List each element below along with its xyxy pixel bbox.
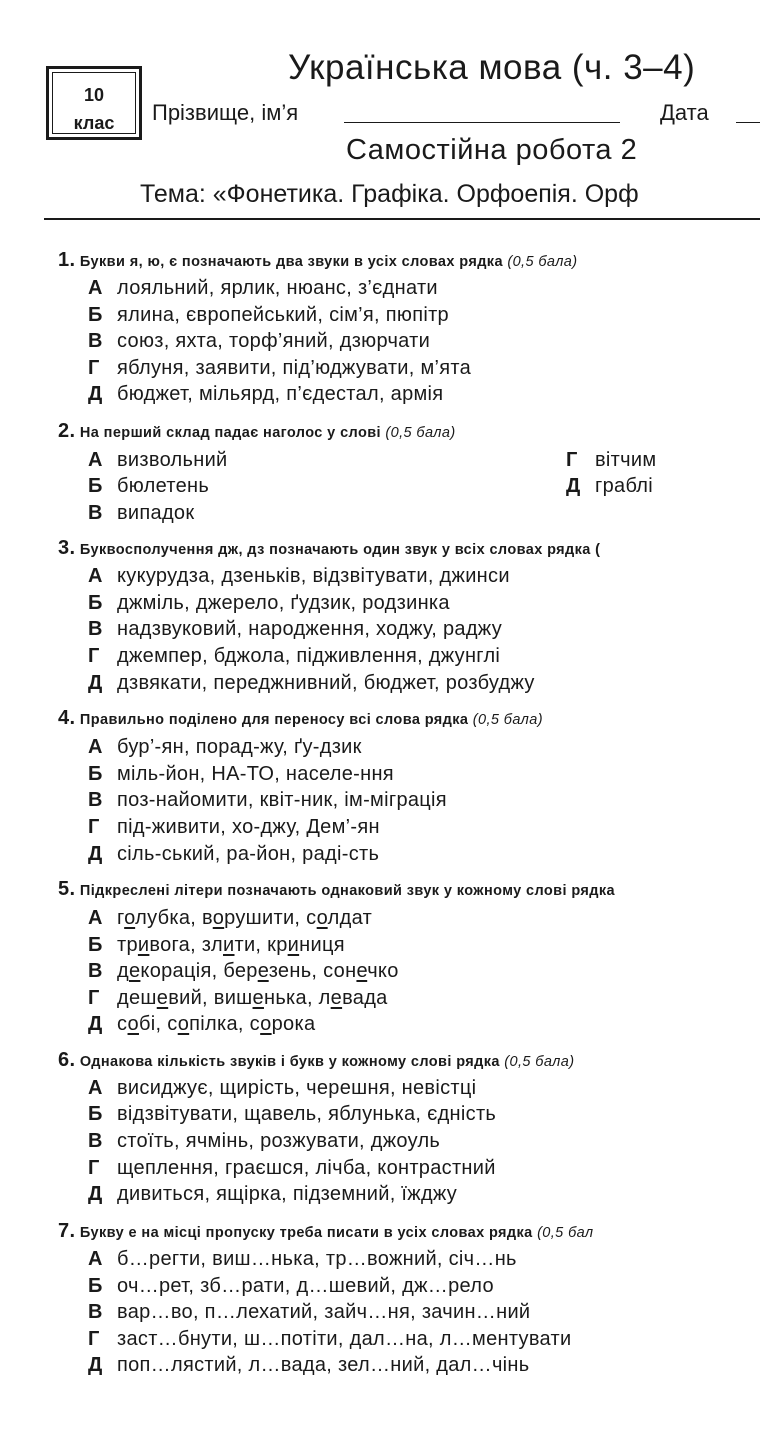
answer-option[interactable] bbox=[88, 1354, 529, 1377]
option-text: надзвуковий, народження, ходжу, раджу bbox=[117, 618, 503, 640]
word-part: вий, bbox=[168, 987, 214, 1009]
question-emphasis: е bbox=[128, 1225, 137, 1241]
word-part: лубка, bbox=[135, 907, 203, 929]
option-text: визвольний bbox=[117, 449, 228, 471]
question-number: 4. bbox=[58, 707, 76, 729]
answer-option[interactable] bbox=[88, 960, 399, 983]
page-title: Українська мова (ч. 3–4) bbox=[288, 48, 696, 87]
option-letter: Б bbox=[88, 1103, 103, 1125]
option-letter: Д bbox=[88, 1354, 103, 1376]
option-letter: Г bbox=[88, 816, 100, 838]
option-letter: В bbox=[88, 1130, 103, 1152]
option-text: висиджує, щирість, черешня, невістці bbox=[117, 1077, 477, 1099]
question-text: На перший склад падає наголос у слові bbox=[79, 425, 386, 441]
option-text: бюджет, мільярд, п’єдестал, армія bbox=[117, 383, 444, 405]
word-part: ниця bbox=[299, 934, 345, 956]
option-letter: Д bbox=[566, 475, 581, 497]
option-letter: В bbox=[88, 330, 103, 352]
option-text: ялина, європейський, сім’я, пюпітр bbox=[117, 304, 449, 326]
word-part: ти, bbox=[234, 934, 268, 956]
word-part: корація, bbox=[140, 960, 224, 982]
word-part: тр bbox=[117, 934, 138, 956]
option-letter: В bbox=[88, 789, 103, 811]
answer-option[interactable] bbox=[88, 502, 194, 525]
question-text: Букви bbox=[79, 254, 130, 270]
answer-option[interactable] bbox=[88, 592, 450, 615]
question-text: позначають два звуки в усіх словах рядка bbox=[177, 254, 508, 270]
underlined-letter: о bbox=[316, 907, 328, 929]
option-letter: В bbox=[88, 1301, 103, 1323]
question-points: (0,5 бала) bbox=[504, 1054, 575, 1070]
underlined-letter: о bbox=[212, 907, 225, 929]
question-text: на місці пропуску треба писати в усіх словах рядка bbox=[137, 1225, 538, 1241]
answer-option[interactable] bbox=[88, 645, 500, 668]
question-6 bbox=[58, 1049, 574, 1072]
answer-option[interactable] bbox=[88, 672, 535, 695]
question-5 bbox=[58, 878, 615, 901]
option-text: союз, яхта, торф’яний, дзюрчати bbox=[117, 330, 431, 352]
word-part: нька, bbox=[263, 987, 319, 1009]
word-part: лдат bbox=[327, 907, 373, 929]
option-text: заст…бнути, ш…потіти, дал…на, л…ментувати bbox=[117, 1328, 572, 1350]
option-letter: Г bbox=[88, 645, 100, 667]
word-part: пілка, bbox=[189, 1013, 250, 1035]
word-part: чко bbox=[367, 960, 399, 982]
answer-option[interactable] bbox=[88, 1013, 315, 1036]
option-text: дзвякати, переджнивний, бюджет, розбуджу bbox=[117, 672, 535, 694]
question-points: (0,5 бала) bbox=[507, 254, 578, 270]
question-text: Буквосполучення bbox=[79, 542, 219, 558]
question-number: 2. bbox=[58, 420, 76, 442]
answer-option[interactable] bbox=[88, 934, 345, 957]
word-part: с bbox=[167, 1013, 178, 1035]
question-number: 1. bbox=[58, 249, 76, 271]
underlined-letter: и bbox=[137, 934, 150, 956]
word-part: рока bbox=[271, 1013, 316, 1035]
question-text: позначають один звук у всіх словах рядка ( bbox=[264, 542, 601, 558]
word-part: деш bbox=[117, 987, 157, 1009]
word-part: зень, bbox=[268, 960, 324, 982]
answer-option[interactable] bbox=[88, 1275, 494, 1298]
word-part: бер bbox=[223, 960, 258, 982]
question-number: 3. bbox=[58, 537, 76, 559]
answer-option[interactable] bbox=[88, 843, 379, 866]
word-part: сон bbox=[323, 960, 357, 982]
option-text: поп…лястий, л…вада, зел…ний, дал…чінь bbox=[117, 1354, 530, 1376]
answer-option[interactable] bbox=[88, 1157, 496, 1180]
header-divider bbox=[44, 218, 760, 220]
answer-option[interactable] bbox=[88, 1183, 457, 1206]
answer-option[interactable] bbox=[88, 907, 372, 930]
answer-option[interactable] bbox=[88, 304, 449, 327]
option-letter: В bbox=[88, 618, 103, 640]
answer-option[interactable] bbox=[88, 1248, 517, 1271]
option-letter: Г bbox=[88, 1328, 100, 1350]
word-part: с bbox=[249, 1013, 261, 1035]
option-text: під-живити, хо-джу, Дем’-ян bbox=[117, 816, 380, 838]
option-letter: Б bbox=[88, 475, 103, 497]
option-text: бюлетень bbox=[117, 475, 210, 497]
option-text: лояльний, ярлик, нюанс, з’єднати bbox=[117, 277, 438, 299]
topic-line: Тема: «Фонетика. Графіка. Орфоепія. Орф bbox=[140, 180, 639, 208]
option-letter: А bbox=[88, 565, 103, 587]
underlined-letter: е bbox=[257, 960, 269, 982]
answer-option[interactable] bbox=[88, 1130, 440, 1153]
option-text: вар…во, п…лехатий, зайч…ня, зачин…ний bbox=[117, 1301, 531, 1323]
question-3 bbox=[58, 537, 600, 560]
work-subtitle: Самостійна робота 2 bbox=[346, 134, 638, 166]
answer-option[interactable] bbox=[88, 565, 510, 588]
answer-option[interactable] bbox=[88, 475, 209, 498]
option-letter: Г bbox=[88, 987, 100, 1009]
answer-option[interactable] bbox=[88, 789, 447, 812]
answer-option[interactable] bbox=[88, 383, 443, 406]
word-part: рушити, bbox=[224, 907, 307, 929]
option-text: сіль-ський, ра-йон, раді-сть bbox=[117, 843, 380, 865]
option-letter: Г bbox=[88, 357, 100, 379]
underlined-letter: о bbox=[260, 1013, 272, 1035]
word-part: с bbox=[117, 1013, 128, 1035]
word-part: кр bbox=[267, 934, 288, 956]
option-letter: А bbox=[88, 1248, 103, 1270]
word-part: виш bbox=[213, 987, 253, 1009]
answer-option[interactable] bbox=[88, 357, 471, 380]
option-text: оч…рет, зб…рати, д…шевий, дж…рело bbox=[117, 1275, 494, 1297]
option-text: джемпер, бджола, підживлення, джунглі bbox=[117, 645, 501, 667]
name-field-line[interactable] bbox=[344, 122, 620, 123]
option-letter: А bbox=[88, 1077, 103, 1099]
option-text: поз-найомити, квіт-ник, ім-міграція bbox=[117, 789, 447, 811]
answer-option[interactable] bbox=[88, 1301, 530, 1324]
date-label: Дата bbox=[660, 100, 709, 125]
underlined-letter: и bbox=[223, 934, 235, 956]
question-points: (0,5 бал bbox=[537, 1225, 594, 1241]
option-text: стоїть, ячмінь, розжувати, джоуль bbox=[117, 1130, 441, 1152]
question-emphasis: дж, дз bbox=[218, 542, 265, 558]
option-text: випадок bbox=[117, 502, 195, 524]
word-part: вога, bbox=[149, 934, 202, 956]
answer-option[interactable] bbox=[88, 1103, 496, 1126]
option-letter: Д bbox=[88, 1183, 103, 1205]
answer-option[interactable] bbox=[88, 330, 430, 353]
underlined-letter: е bbox=[356, 960, 368, 982]
word-part: с bbox=[306, 907, 317, 929]
answer-option[interactable] bbox=[88, 277, 438, 300]
name-label: Прізвище, ім’я bbox=[152, 100, 299, 125]
question-text: Букву bbox=[79, 1225, 129, 1241]
option-letter: Д bbox=[88, 672, 103, 694]
underlined-letter: е bbox=[156, 987, 169, 1009]
question-points: (0,5 бала) bbox=[385, 425, 456, 441]
option-text: бур’-ян, порад-жу, ґу-дзик bbox=[117, 736, 362, 758]
answer-option[interactable] bbox=[88, 1077, 476, 1100]
question-text: Підкреслені літери позначають однаковий звук у кожному слові рядка bbox=[79, 883, 615, 899]
option-letter: А bbox=[88, 736, 103, 758]
question-number: 7. bbox=[58, 1220, 76, 1242]
word-part: бі, bbox=[138, 1013, 168, 1035]
question-number: 5. bbox=[58, 878, 76, 900]
word-part: вада bbox=[342, 987, 388, 1009]
option-letter: Д bbox=[88, 1013, 103, 1035]
question-text: Правильно поділено для переносу всі слова рядка bbox=[79, 712, 473, 728]
date-field-line[interactable] bbox=[736, 122, 760, 123]
question-2 bbox=[58, 420, 456, 443]
word-part: г bbox=[117, 907, 125, 929]
question-1 bbox=[58, 249, 578, 272]
option-letter: Б bbox=[88, 592, 103, 614]
option-text: вітчим bbox=[595, 449, 657, 471]
option-text: відзвітувати, щавель, яблунька, єдність bbox=[117, 1103, 497, 1125]
question-points: (0,5 бала) bbox=[472, 712, 543, 728]
option-letter: В bbox=[88, 960, 103, 982]
grade-word: клас bbox=[73, 113, 115, 133]
option-letter: Г bbox=[566, 449, 578, 471]
option-letter: В bbox=[88, 502, 103, 524]
option-text: щеплення, граєшся, лічба, контрастний bbox=[117, 1157, 496, 1179]
underlined-letter: и bbox=[287, 934, 300, 956]
answer-option[interactable] bbox=[88, 763, 394, 786]
option-text: б…регти, виш…нька, тр…вожний, січ…нь bbox=[117, 1248, 517, 1270]
word-part: в bbox=[202, 907, 213, 929]
option-letter: А bbox=[88, 907, 103, 929]
question-7 bbox=[58, 1220, 594, 1243]
option-text: кукурудза, дзеньків, відзвітувати, джинси bbox=[117, 565, 510, 587]
option-text: джміль, джерело, ґудзик, родзинка bbox=[117, 592, 450, 614]
answer-option[interactable] bbox=[566, 449, 656, 472]
answer-option[interactable] bbox=[88, 736, 362, 759]
question-number: 6. bbox=[58, 1049, 76, 1071]
option-text: граблі bbox=[595, 475, 654, 497]
question-emphasis: я, ю, є bbox=[129, 254, 178, 270]
option-letter: А bbox=[88, 277, 103, 299]
underlined-letter: о bbox=[124, 907, 136, 929]
underlined-letter: е bbox=[128, 960, 141, 982]
option-letter: Д bbox=[88, 843, 103, 865]
option-letter: Б bbox=[88, 763, 103, 785]
option-letter: Д bbox=[88, 383, 103, 405]
underlined-letter: е bbox=[252, 987, 264, 1009]
option-letter: А bbox=[88, 449, 103, 471]
option-letter: Б bbox=[88, 1275, 103, 1297]
option-text: яблуня, заявити, під’юджувати, м’ята bbox=[117, 357, 472, 379]
word-part: л bbox=[318, 987, 331, 1009]
answer-option[interactable] bbox=[88, 449, 228, 472]
grade-number: 10 bbox=[83, 85, 105, 105]
answer-option[interactable] bbox=[88, 1328, 571, 1351]
answer-option[interactable] bbox=[566, 475, 653, 498]
option-letter: Б bbox=[88, 934, 103, 956]
question-text: Однакова кількість звуків і букв у кожному слові рядка bbox=[79, 1054, 505, 1070]
underlined-letter: е bbox=[330, 987, 343, 1009]
answer-option[interactable] bbox=[88, 987, 388, 1010]
answer-option[interactable] bbox=[88, 618, 502, 641]
grade-box bbox=[46, 66, 142, 140]
option-text: дивиться, ящірка, підземний, їжджу bbox=[117, 1183, 458, 1205]
option-text: міль-йон, НА-ТО, населе-ння bbox=[117, 763, 394, 785]
option-letter: Г bbox=[88, 1157, 100, 1179]
word-part: зл bbox=[201, 934, 224, 956]
underlined-letter: о bbox=[177, 1013, 190, 1035]
underlined-letter: о bbox=[127, 1013, 139, 1035]
answer-option[interactable] bbox=[88, 816, 380, 839]
word-part: д bbox=[117, 960, 129, 982]
question-4 bbox=[58, 707, 543, 730]
option-letter: Б bbox=[88, 304, 103, 326]
